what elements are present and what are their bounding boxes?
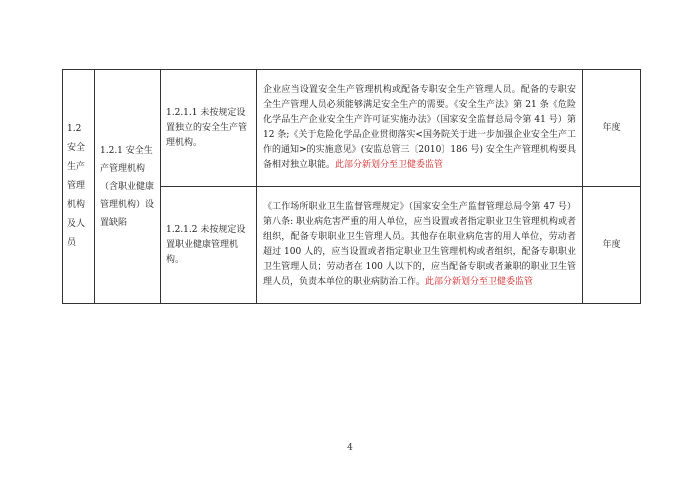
frequency-cell: 年度 <box>583 187 641 304</box>
table-row <box>63 70 641 187</box>
basis-cell <box>257 187 583 304</box>
frequency-cell: 年度 <box>583 70 641 187</box>
category-level1-cell: 1.2 安全生产管理机构及人员 <box>63 70 95 304</box>
basis-text: 《工作场所职业卫生监督管理规定》（国家安全生产监督管理总局令第 47 号）第八条: 职业病危害严重的用人单位，应当设置或者指定职业卫生管理机构或者组织，配备专职职业卫生管理人员。其他存在职业病危害的用人单位，劳动者超过 100 人的，应当设置或者指定职业卫生管理机构或者组织，配备专职职业卫生管理人员；劳动者在 100 人以下的，应当配备专职或者兼职的职业卫生管理人员，负责本单位的职业病防治工作。 <box>263 202 576 287</box>
supervision-note: 此部分新划分至卫健委监管 <box>335 160 444 170</box>
supervision-note: 此部分新划分至卫健委监管 <box>425 277 534 287</box>
item-cell: 1.2.1.2 未按规定设置职业健康管理机构。 <box>161 187 257 304</box>
page-number: 4 <box>347 443 353 453</box>
hazard-table <box>62 69 641 304</box>
item-cell: 1.2.1.1 未按规定设置独立的安全生产管理机构。 <box>161 70 257 187</box>
category-level2-cell: 1.2.1 安全生产管理机构（含职业健康管理机构）设置缺陷 <box>95 70 161 304</box>
basis-cell <box>257 70 583 187</box>
basis-text: 企业应当设置安全生产管理机构或配备专职安全生产管理人员。配备的专职安全生产管理人员必须能够满足安全生产的需要。《安全生产法》第 21 条《危险化学品生产企业安全生产许可证实施办法》（国家安全监督总局令第 41 号）第 12 条;《关于危险化学品企业贯彻落实<国务院关于进一步加强企业安全生产工作的通知>的实施意见》(安监总管三〔2010〕186 号) 安全生产管理机构要具备相对独立职能。 <box>263 85 576 170</box>
